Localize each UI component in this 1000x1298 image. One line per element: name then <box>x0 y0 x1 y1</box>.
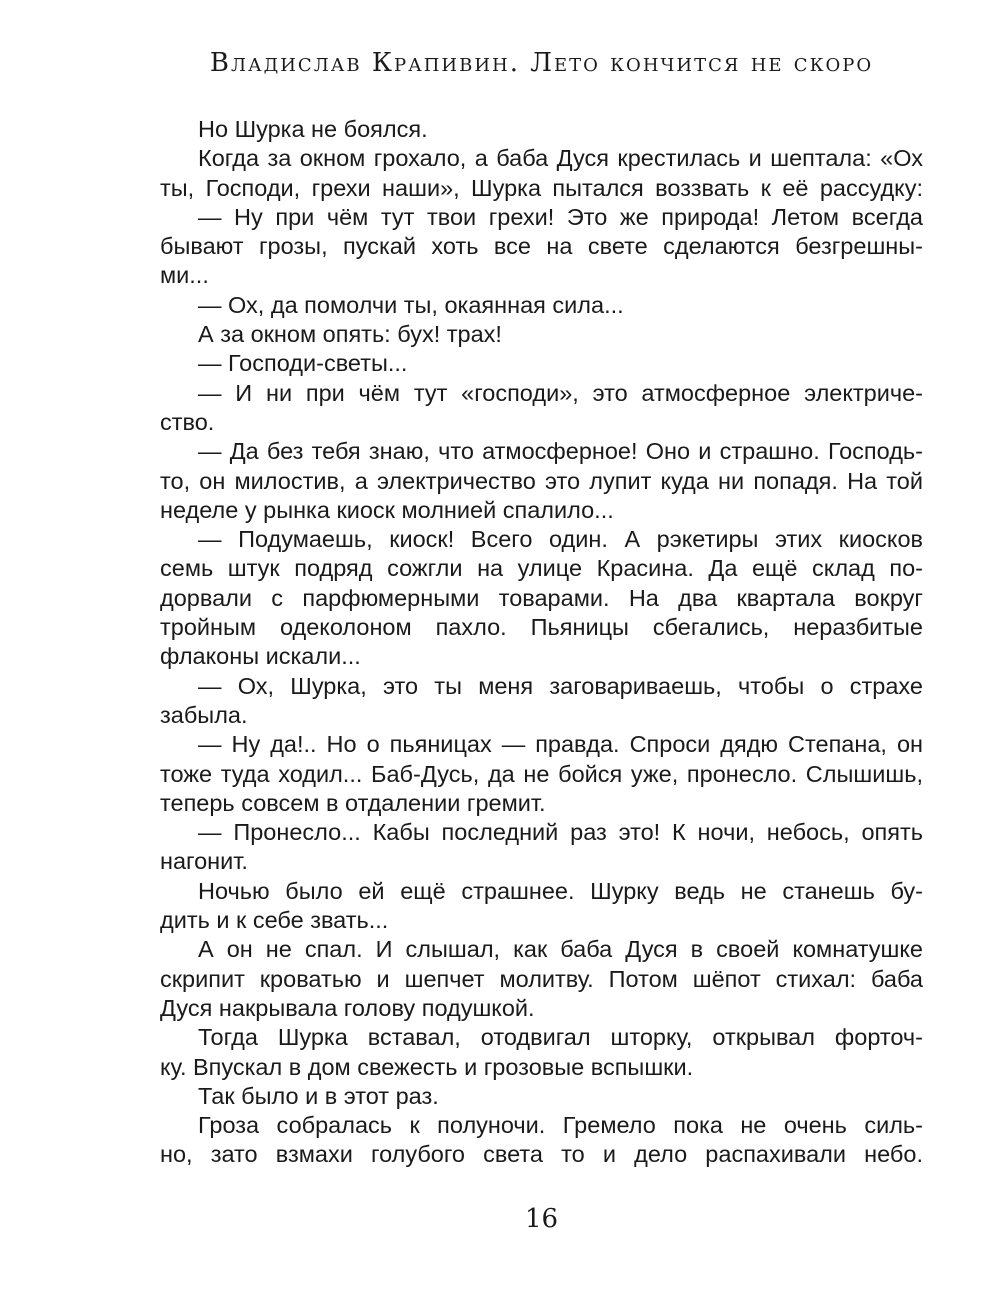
text-line: Когда за окном грохало, а баба Дуся крестилась и шептала: «Ох <box>198 145 923 172</box>
text-line: — И ни при чём тут «господи», это атмосферное электриче- <box>198 379 923 406</box>
text-line: теперь совсем в отдалении гремит. <box>160 789 546 816</box>
text-line: ку. Впускал в дом свежесть и грозовые вспышки. <box>160 1053 694 1080</box>
text-line: Ночью было ей ещё страшнее. Шурку ведь не станешь бу- <box>198 877 923 904</box>
page-number: 16 <box>524 1204 559 1234</box>
running-head: Владислав Крапивин. Лето кончится не скоро <box>209 48 874 78</box>
text-line: тройным одеколоном пахло. Пьяницы сбегались, неразбитые <box>160 614 923 641</box>
text-line: забыла. <box>160 701 248 728</box>
text-line: — Пронесло... Кабы последний раз это! К ночи, небось, опять <box>198 819 923 846</box>
text-line: — Подумаешь, киоск! Всего один. А рэкетиры этих киосков <box>198 526 923 553</box>
text-line: — Ох, Шурка, это ты меня заговариваешь, чтобы о страхе <box>198 672 923 699</box>
text-line: скрипит кроватью и шепчет молитву. Потом шёпот стихал: баба <box>160 965 923 992</box>
text-line: дить и к себе звать... <box>160 907 389 934</box>
text-line: — Да без тебя знаю, что атмосферное! Оно и страшно. Господь- <box>198 438 923 465</box>
text-line: А за окном опять: бух! трах! <box>198 321 502 348</box>
text-line: но, зато взмахи голубого света то и дело распахивали небо. <box>160 1141 923 1168</box>
text-line: — Ну да!.. Но о пьяницах — правда. Спроси дядю Степана, он <box>198 731 923 758</box>
text-line: А он не спал. И слышал, как баба Дуся в своей комнатушке <box>198 936 923 963</box>
text-line: дорвали с парфюмерными товарами. На два квартала вокруг <box>160 584 923 611</box>
text-line: неделе у рынка киоск молнией спалило... <box>160 496 614 523</box>
text-line: нагонит. <box>160 848 248 875</box>
text-line: — Ну при чём тут твои грехи! Это же природа! Летом всегда <box>198 203 923 230</box>
text-line: то, он милостив, а электричество это лупит куда ни попадя. На той <box>160 467 923 494</box>
text-line: — Ох, да помолчи ты, окаянная сила... <box>198 291 624 318</box>
text-line: бывают грозы, пускай хоть все на свете сделаются безгрешны- <box>160 233 923 260</box>
text-line: ство. <box>160 408 215 435</box>
body-text <box>160 115 923 1170</box>
text-line: Дуся накрывала голову подушкой. <box>160 994 535 1021</box>
text-line: ми... <box>160 262 209 289</box>
text-line: Так было и в этот раз. <box>198 1082 439 1109</box>
text-line: тоже туда ходил... Баб-Дусь, да не бойся уже, пронесло. Слышишь, <box>160 760 923 787</box>
text-line: Тогда Шурка вставал, отодвигал шторку, открывал форточ- <box>198 1024 923 1051</box>
text-line: Но Шурка не боялся. <box>198 116 428 142</box>
text-line: флаконы искали... <box>160 643 361 670</box>
text-line: ты, Господи, грехи наши», Шурка пытался воззвать к её рассудку: <box>160 174 923 201</box>
text-line: семь штук подряд сожгли на улице Красина. Да ещё склад по- <box>160 555 923 582</box>
text-line: — Господи-светы... <box>198 350 408 377</box>
text-line: Гроза собралась к полуночи. Гремело пока не очень силь- <box>198 1112 923 1139</box>
